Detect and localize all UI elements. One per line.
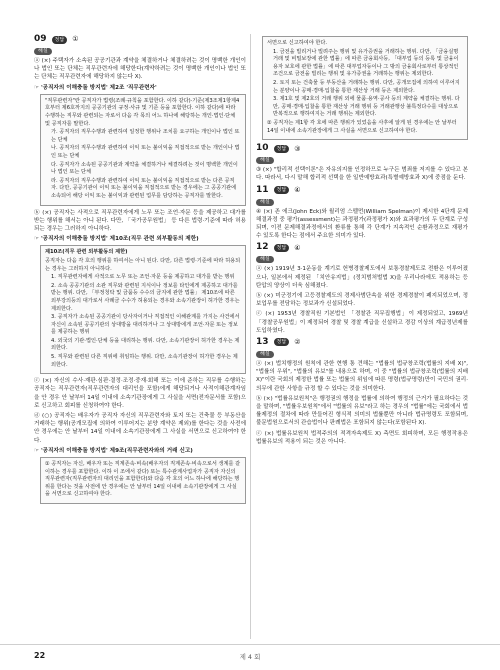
box-line: 가. 공직자의 직무수행과 관련하여 일정한 행위나 조치를 요구하는 개인이나 법인 또는 단체	[51, 129, 240, 143]
law-excerpt-box-continued	[262, 36, 468, 140]
box-line: 나. 공직자의 직무수행과 관련하여 이익 또는 불이익을 직접적으로 받는 개인이나 법인 또는 단체	[51, 145, 240, 159]
box-line: 3. 제1호 및 제2호의 거래 행위 외에 물품·용역·공사 등의 계약을 체결하는 행위. 다만, 공매·경매·입찰을 통한 재산상 거래 행위 등 거래관행상 불특정다수를 대상으로 반복적으로 행하여지는 거래 행위는 제외한다.	[273, 96, 460, 118]
box-line: 2. 토지 또는 건축물 등 부동산을 거래하는 행위. 다만, 공개모집에 의하여 이루어지는 분양이나 공매·경매·입찰을 통한 재산상 거래 등은 제외한다.	[273, 79, 460, 94]
box-title: 제10조(직무 관련 외부활동의 제한)	[45, 249, 128, 256]
explanation-item: ⓒ (×) 법률유보원칙 법적주의의 적격자속제도 X) 측면도 회피하며, 모든 행정작용은 법률유보의 적용이 되는 것은 아니다.	[256, 430, 468, 445]
answer-value: ③	[294, 144, 301, 153]
explanation-item: ⓐ (×) 법치행정의 원칙에 관한 현행 통 견해는 "법률의 법규창조력(법률의 지배 X)", "법률의 우위", "법률의 유보"를 내용으로 하며, 이 중 "법률의 법규창조력(법률의 지배 X)"이란 국회의 제정한 법률 또는 법률의 위임에 따른 명령(법규명령)만이 국민의 권리·의무에 관한 사항을 규정 할 수 있다는 것을 의미한다.	[256, 360, 468, 392]
column-divider	[250, 34, 251, 639]
page-footer	[0, 644, 500, 670]
box-line: ① 공직자는 자신, 배우자 또는 직계존속·비속(배우자의 직계존속·비속으로서 생계를 같이하는 경우를 포함한다. 이하 이 조에서 같다) 또는 특수관계사업자가 공직자 자신의 직무관련자(직무관련자의 대리인을 포함한다)와 다음 각 호의 어느 하나에 해당하는 행위를 한다는 것을 사전에 안 경우에는 안 날부터 14일 이내에 소속기관장에게 그 사실을 서면으로 신고하여야 한다.	[45, 461, 241, 498]
question-number: 10	[256, 143, 269, 154]
box-line: ② 공직자는 제1항 각 호에 따른 행위가 있었음을 사후에 알게 된 경우에는 안 날부터 14일 이내에 소속기관장에게 그 사실을 서면으로 신고하여야 한다.	[267, 119, 457, 134]
box-line: 다. 공직자가 소속된 공공기관과 계약을 체결하거나 체결하려는 것이 명백한 개인이나 법인 또는 단체	[51, 161, 238, 176]
explanation-item: ⓒ (×) 자신의 수사·재판·심판·결정·조정·중재·회해 또는 이에 준하는 직무를 수행하는 공직자는 직무관련자(직무관련자의 대리인을 포함)에게 해당되거나 사적이해관계자임을 안 경우 안 날부터 14일 이내에 소속기관장에게 그 사실을 서면(전자문서를 포함)으로 신고하고 회피를 신청하여야 한다.	[34, 378, 246, 409]
box-line: 공직자는 다음 각 호의 행위를 하여서는 아니 된다. 다만, 다른 법령·기준에 따라 허용되는 경우는 그러하지 아니하다.	[45, 257, 241, 272]
answer-value: ④	[294, 243, 301, 252]
box-line: 3. 공직자가 소속된 공공기관이 당사자이거나 직접적인 이해관계를 가지는 사건에서 자신이 소속된 공공기관의 상대방을 대리하거나 그 상대방에게 조언·자문 또는 정보를 제공하는 행위	[51, 314, 240, 336]
left-column	[34, 34, 246, 507]
law-excerpt-box	[40, 457, 246, 504]
answer-value: ①	[72, 35, 79, 44]
explanation-label: 해설	[256, 157, 274, 164]
explanation-label: 해설	[34, 48, 52, 55]
explanation-item: ③ (×) "합리적 선택이론"은 자유의지를 인정하므로 누구든 범죄를 저지를 수 있다고 본다. 따라서, 다시 말해 합리적 선택을 한 일반예방효과(특별예방효과 X)에 중점을 둔다.	[256, 167, 468, 182]
answer-pill: 정답	[274, 145, 290, 153]
explanation-item: ⓐ (×) 주택자가 소속된 공공기관과 계약을 체결하거나 체결하려는 것이 명백한 개인이나 법인 또는 단체는 직무관련자에 해당한다(계약하려는 것이 명백한 개인이나 법인 또는 단체는 직무관련자에 해당하지 않는다 X).	[34, 58, 246, 81]
answer-pill: 정답	[274, 338, 290, 346]
explanation-item: ⓓ (○) 공직자는 배우자가 공직자 자신의 직무관련자와 토지 또는 건축물 등 부동산을 거래하는 행위(공개모집에 의하여 이루어지는 분양 계약은 제외)를 한다는 것을 사전에 안 경우에는 안 날부터 14일 이내에 소속기관장에게 그 사실을 서면으로 신고하여야 한다.	[34, 413, 246, 444]
answer-pill: 정답	[274, 244, 290, 252]
explanation-label: 해설	[256, 199, 274, 206]
box-line: "직무관련자"란 공직자가 법령(조례·규칙을 포함한다. 이하 같다)·기준(제3조제1항제4호부터 제6호까지의 공공기관의 규정·사규 및 기준 등을 포함한다. 이하 같다)에 따라 수행하는 직무와 관련되는 자로서 다음 각 목의 어느 하나에 해당하는 개인·법인·단체 및 공직자를 말한다.	[45, 97, 240, 127]
question-10-header	[256, 143, 468, 154]
explanation-item: ⓑ (×) 공직자는 사적으로 직무관련자에게 노무 또는 조언·자문 등을 제공하고 대가를 받는 행위를 해서는 아니 된다. 다만, 「국가공무원법」 등 다른 법령·기준에 따라 허용되는 경우는 그러하지 아니하다.	[34, 209, 246, 232]
explanation-item: ④ (×) 존 에크(John Eck)와 윌리엄 스펠먼(William Spelman)이 제시한 4단계 문제해결과정 중 평가(assessment)는 과정평가(과정평가 X)와 효과평가의 두 단계로 구성되며, 이전 문제해결과정에서의 환류를 통해 각 단계가 지속적인 순환과정으로 재평가 수 있도록 한다는 점에서 주요한 의미가 있다.	[256, 208, 468, 240]
box-line: 서면으로 신고하여야 한다.	[267, 40, 328, 46]
answer-value: ④	[294, 185, 301, 194]
box-line: 4. 외국의 기관·법인·단체 등을 대리하는 행위. 다만, 소속기관장이 허가한 경우는 제외한다.	[51, 337, 240, 352]
explanation-item: ⓒ (×) 1953년 경찰직원 기본법인 「경찰관 직무집행법」이 제정되었고, 1969년 「경찰공무원법」이 제정되어 경찰 및 경찰 계급을 신설하고 경감 이상의 계급정년제를 도입하였다.	[256, 311, 468, 334]
question-number: 12	[256, 242, 269, 253]
answer-pill: 정답	[274, 186, 290, 194]
box-line: 1. 직무관련자에게 사적으로 노무 또는 조언·자문 등을 제공하고 대가를 받는 행위	[51, 274, 235, 281]
answer-value: ②	[294, 338, 301, 347]
question-11-header	[256, 185, 468, 196]
page-number: 22	[34, 651, 46, 660]
question-number: 11	[256, 184, 269, 195]
explanation-item: ⓐ (×) 1919년 3·1운동을 계기로 헌병경찰제도에서 보통경찰제도로 전환은 이루어졌으나, 일본에서 제정된 「치안유지법」(정치범처벌법 X)을 우리나라에도 적용하는 등 탄압의 양상이 더욱 심해졌다.	[256, 266, 468, 289]
right-column	[256, 34, 468, 448]
question-number: 09	[34, 34, 47, 44]
box-line: 라. 공직자의 직무수행과 관련하여 이익 또는 불이익을 직접적으로 받는 다른 공직자. 다만, 공공기관이 이익 또는 불이익을 직접적으로 받는 경우에는 그 공공기관에 소속되어 해당 이익 또는 불이익과 관련된 업무를 담당하는 공직자를 말한다.	[51, 177, 237, 199]
law-excerpt-box	[40, 94, 246, 206]
box-line: 5. 직무와 관련된 다른 직위에 취임하는 행위. 다만, 소속기관장이 허가한 경우는 제외한다.	[51, 354, 238, 368]
explanation-item: ⓑ (×) 미군정기에 고등경찰제도의 경제사범단속을 위한 경제경찰이 폐지되었으며, 정보업무를 전담하는 정보과가 신설되었다.	[256, 292, 468, 308]
question-13-header	[256, 337, 468, 348]
law-reference: ☞ '공직자의 이해충돌 방지법' 제2조 '직무관련자'	[34, 84, 157, 91]
question-number: 13	[256, 336, 269, 347]
explanation-item: ⓑ (×) "법률유보원칙"은 행정권의 행정을 법률에 의하여 행정의 근거가 필요하다는 것을 말하며, "법률우보원칙"에서 "법률의 유보"라고 하는 경우의 "법률"에는 국회에서 법률제정의 절차에 따라 만들어진 형식적 의미의 법률뿐만 아니라 법규명령도 포함되며, 불문법원으로서의 관습법이나 판례법은 포함되지 않는다(포함된다 X).	[256, 395, 468, 427]
question-09-header	[34, 34, 246, 45]
law-excerpt-box	[40, 245, 246, 374]
law-reference: ☞ '공직자의 이해충돌 방지법' 제10조(직무 관련 외부활동의 제한)	[34, 236, 199, 243]
box-line: 1. 금전을 빌리거나 빌려주는 행위 및 유가증권을 거래하는 행위. 다만, 「금융실명거래 및 비밀보장에 관한 법률」에 따른 금융회사등, 「대부업 등의 등록 및 금융이용자 보호에 관한 법률」에 따른 대부업자등이나 그 밖의 금융회사로부터 통상적인 조건으로 금전을 빌리는 행위 및 유가증권을 거래하는 행위는 제외한다.	[273, 48, 459, 78]
explanation-label: 해설	[256, 256, 274, 263]
box-line: 2. 소속 공공기관의 소관 직무와 관련된 지식이나 정보를 타인에게 제공하고 대가를 받는 행위. 다만, 「부정청탁 및 금품등 수수의 금지에 관한 법률」 제10조에 따른 외부강의등의 대가로서 사례금 수수가 허용되는 경우와 소속기관장이 허가한 경우는 제외한다.	[51, 282, 240, 312]
law-reference: ☞ '공직자의 이해충돌 방지법' 제9조(직무관련자와의 거래 신고)	[34, 447, 193, 454]
explanation-label: 해설	[256, 351, 274, 358]
exam-round-label: 제 4 회	[239, 653, 261, 661]
question-12-header	[256, 242, 468, 253]
answer-pill: 정답	[52, 36, 68, 44]
